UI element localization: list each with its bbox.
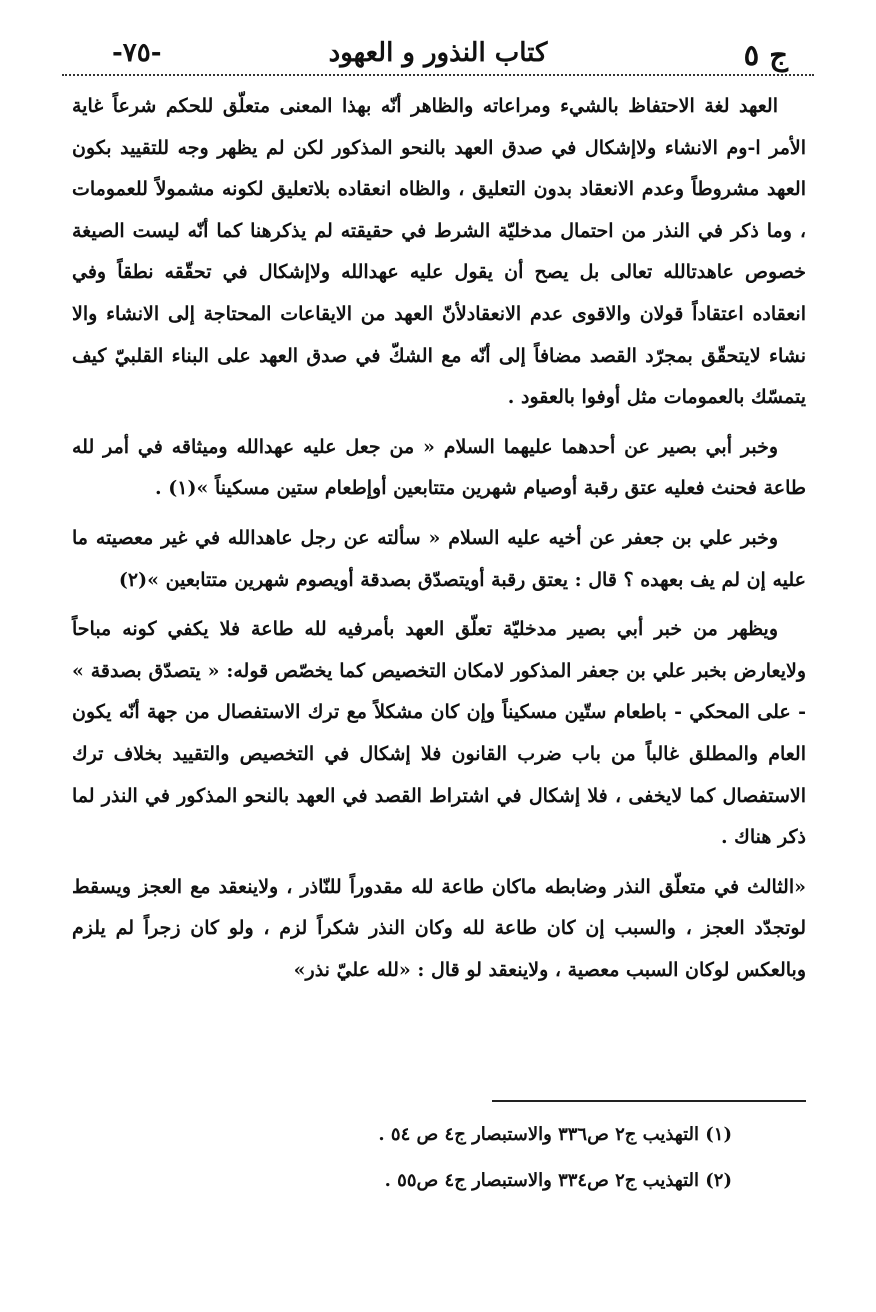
- paragraph-hadith-ali-bin-jafar: وخبر علي بن جعفر عن أخيه عليه السلام « سألته عن رجل عاهدالله في غير معصيته ما عليه إن لم يف بعهده ؟ قال : يعتق رقبة أويتصدّق بصدقة أويصوم شهرين متتابعين »(٢): [72, 526, 806, 591]
- volume-label: ج ٥: [743, 38, 788, 72]
- page-number: -٧٥-: [112, 38, 162, 68]
- book-title: كتاب النذور و العهود: [328, 38, 548, 68]
- paragraph-analysis: ويظهر من خبر أبي بصير مدخليّة تعلّق العهد بأمرفيه لله طاعة فلا يكفي كونه مباحاً ولايعارض بخبر علي بن جعفر المذكور لامكان التخصيص كما يخصّص قوله: « يتصدّق بصدقة » - على المحكي - باطعام ستّين مسكيناً وإن كان مشكلاً مع ترك الاستفصال من جهة أنّه يكون العام والمطلق غالباً من باب ضرب القانون فلا إشكال في التخصيص والتقييد بخلاف ترك الاستفصال كما لايخفى ، فلا إشكال في اشتراط القصد في العهد بالنحو المذكور في النذر لما ذكر هناك .: [72, 618, 806, 849]
- page-header: [62, 38, 814, 78]
- footnotes: [72, 1112, 732, 1204]
- main-text: [72, 86, 806, 991]
- header-dotted-rule: [62, 74, 814, 76]
- paragraph-commentary: العهد لغة الاحتفاظ بالشيء ومراعاته والظاهر أنّه بهذا المعنى متعلّق للحكم شرعاً غاية الأمر ا-وم الانشاء ولاإشكال في صدق العهد بالنحو المذكور لكن لم يظهر وجه للتقييد بكون العهد مشروطاً وعدم الانعقاد بدون التعليق ، والظاه انعقاده بلاتعليق لكونه مشمولاً للعمومات ، وما ذكر في النذر من احتمال مدخليّة الشرط في حقيقته لم يذكرهنا كما أنّه ليست الصيغة خصوص عاهدتالله تعالى بل يصح أن يقول عليه عهدالله ولاإشكال في تحقّقه نطقاً وفي انعقاده اعتقاداً قولان والاقوى عدم الانعقادلأنّ العهد من الايقاعات المحتاجة إلى الانشاء والا نشاء لايتحقّق بمجرّد القصد مضافاً إلى أنّه مع الشكّ في صدق العهد على البناء القلبيّ كيف يتمسّك بالعمومات مثل أوفوا بالعقود .: [72, 95, 806, 409]
- paragraph-hadith-abu-basir: وخبر أبي بصير عن أحدهما عليهما السلام « من جعل عليه عهدالله وميثاقه في أمر لله طاعة فحنث فعليه عتق رقبة أوصيام شهرين متتابعين أوإطعام ستين مسكيناً »(١) .: [72, 435, 806, 500]
- paragraph-third-section: «الثالث في متعلّق النذر وضابطه ماكان طاعة لله مقدوراً للنّاذر ، ولاينعقد مع العجز ويسقط لوتجدّد العجز ، والسبب إن كان طاعة لله وكان النذر شكراً لزم ، ولو كان زجراً لم يلزم وبالعكس لوكان السبب معصية ، ولاينعقد لو قال : «لله عليّ نذر»: [72, 875, 806, 981]
- footnote-1: (١) التهذيب ج٢ ص٣٣٦ والاستبصار ج٤ ص ٥٤ .: [378, 1124, 732, 1145]
- footnote-divider: [492, 1100, 806, 1102]
- footnote-2: (٢) التهذيب ج٢ ص٣٣٤ والاستبصار ج٤ ص٥٥ .: [384, 1170, 732, 1191]
